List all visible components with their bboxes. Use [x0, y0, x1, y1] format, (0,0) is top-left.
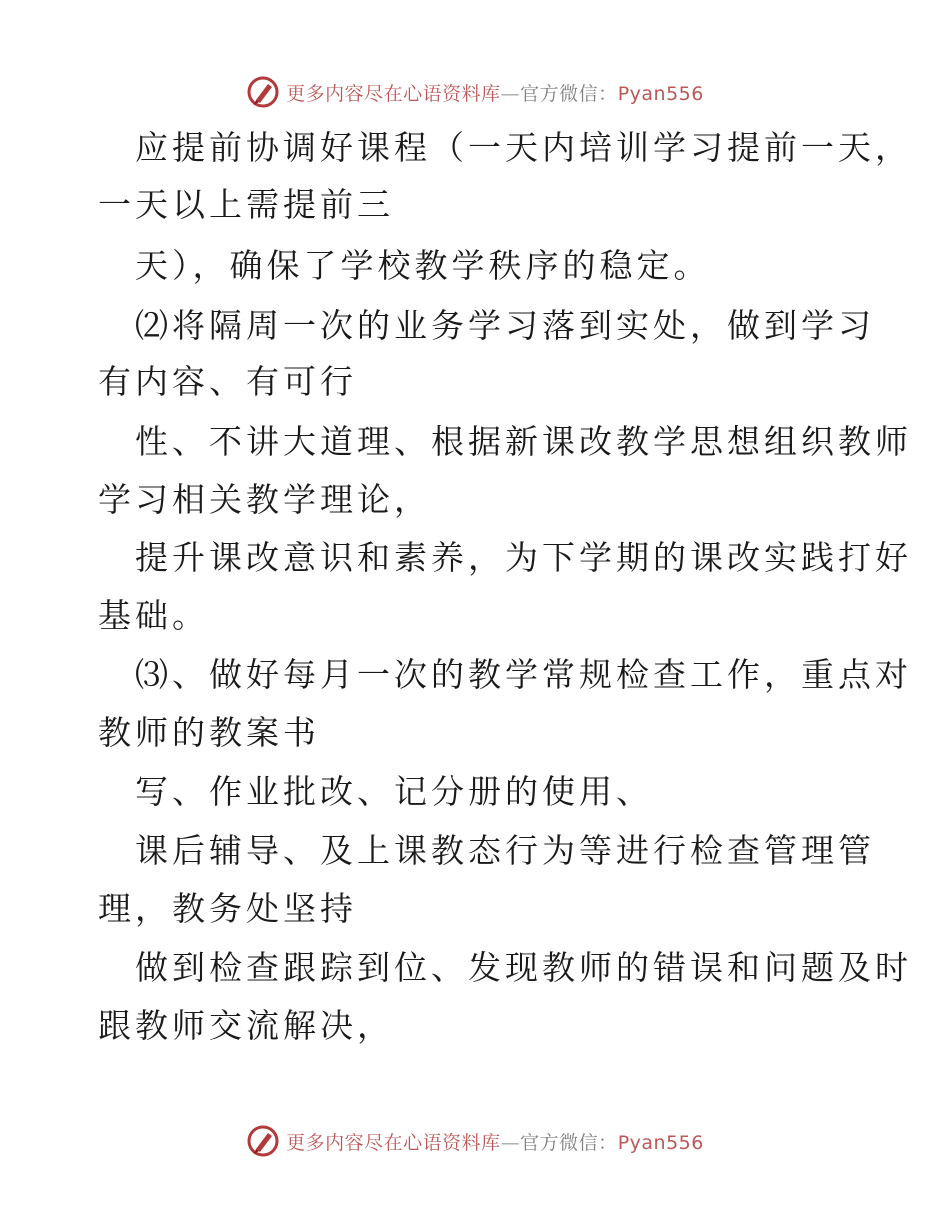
text-line: 写、作业批改、记分册的使用、: [135, 772, 653, 811]
watermark-text: [286, 1128, 704, 1155]
text-line: 基础。: [98, 596, 209, 635]
header-watermark: [0, 72, 950, 112]
watermark-text: [286, 79, 704, 106]
text-line: 理，教务处坚持: [98, 889, 357, 928]
pen-logo-icon: [246, 75, 280, 109]
text-line: 有内容、有可行: [98, 362, 357, 401]
text-line: 提升课改意识和素养，为下学期的课改实践打好: [135, 538, 912, 577]
watermark-dash: —: [500, 82, 521, 105]
text-line: 性、不讲大道理、根据新课改教学思想组织教师: [135, 422, 912, 461]
pen-logo-icon: [246, 1124, 280, 1158]
text-line: 天），确保了学校教学秩序的稳定。: [135, 246, 711, 285]
text-line: ⑶、做好每月一次的教学常规检查工作，重点对: [135, 655, 912, 694]
watermark-official: 官方微信：: [520, 1131, 618, 1154]
text-line: 一天以上需提前三: [98, 185, 394, 224]
text-line: 跟教师交流解决，: [98, 1006, 394, 1045]
watermark-dash: —: [500, 1131, 521, 1154]
text-line: 教师的教案书: [98, 713, 320, 752]
text-line: ⑵将隔周一次的业务学习落到实处，做到学习: [135, 306, 875, 345]
watermark-id: Pyan556: [617, 82, 704, 105]
watermark-main: 更多内容尽在心语资料库: [286, 1131, 501, 1154]
watermark-main: 更多内容尽在心语资料库: [286, 82, 501, 105]
text-line: 应提前协调好课程（一天内培训学习提前一天，: [135, 128, 912, 167]
footer-watermark: [0, 1121, 950, 1161]
text-line: 学习相关教学理论，: [98, 480, 431, 519]
watermark-official: 官方微信：: [520, 82, 618, 105]
watermark-id: Pyan556: [617, 1131, 704, 1154]
text-line: 课后辅导、及上课教态行为等进行检查管理管: [135, 831, 875, 870]
text-line: 做到检查跟踪到位、发现教师的错误和问题及时: [135, 948, 912, 987]
